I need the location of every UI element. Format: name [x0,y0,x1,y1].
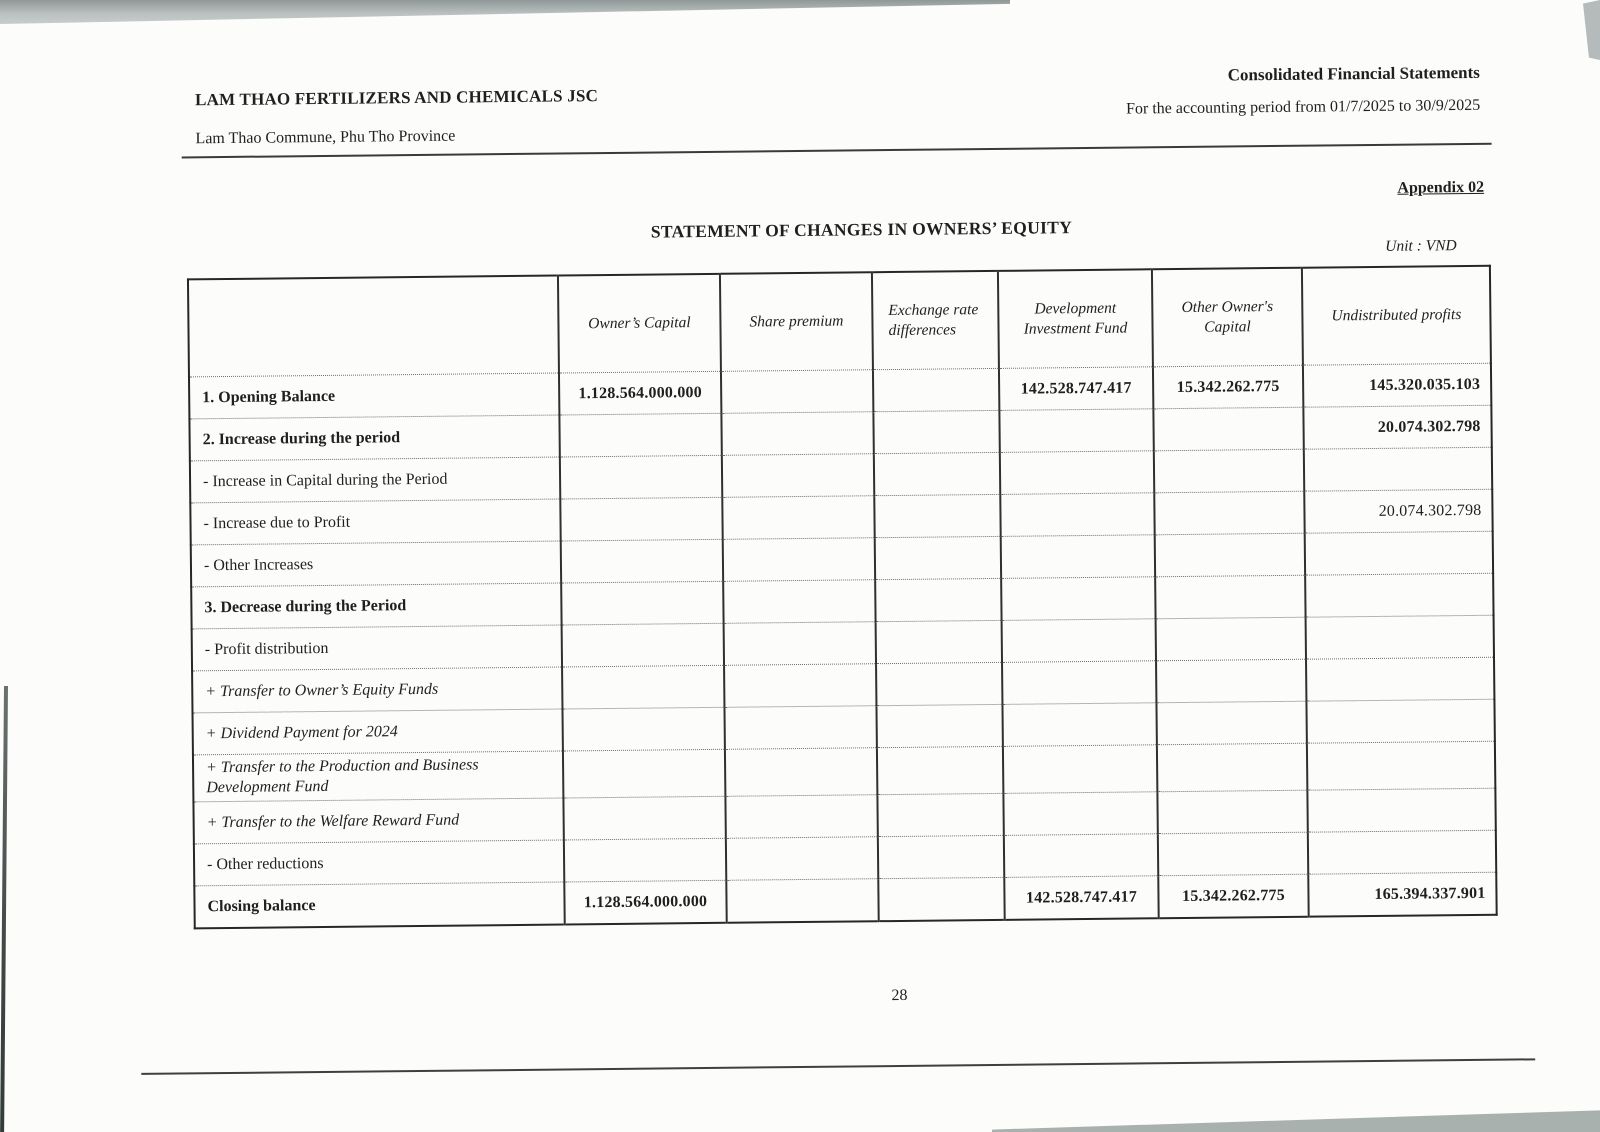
column-header: Share premium [720,272,873,371]
cell-value [875,536,1001,579]
column-header [188,276,559,377]
column-header: Other Owner's Capital [1152,268,1303,367]
cell-value [559,413,721,457]
cell-value [724,664,876,708]
cell-value [1001,535,1155,579]
cell-value [1002,661,1156,705]
cell-value [723,538,875,582]
row-label: + Transfer to Owner’s Equity Funds [192,667,562,713]
cell-value [1002,619,1156,663]
unit-label: Unit : VND [1385,237,1457,255]
cell-value [722,454,874,498]
cell-value [562,707,724,751]
cell-value: 1.128.564.000.000 [564,880,726,924]
cell-value [1306,657,1494,701]
page-title: STATEMENT OF CHANGES IN OWNERS’ EQUITY [650,217,1073,242]
accounting-period: For the accounting period from 01/7/2025 to 30/9/2025 [1125,96,1481,118]
cell-value [560,455,722,499]
column-header: Development Investment Fund [998,269,1153,368]
footer-divider [141,1058,1535,1075]
cell-value [722,496,874,540]
cell-value [1154,449,1304,493]
column-header: Undistributed profits [1302,266,1491,365]
header-right-block [1126,63,1481,119]
cell-value [875,578,1001,621]
column-header: Owner’s Capital [558,274,721,373]
equity-statement-table [187,265,1498,930]
cell-value [876,620,1002,663]
cell-value [1003,792,1157,836]
cell-value [724,622,876,666]
cell-value [874,494,1000,537]
cell-value [876,662,1002,705]
cell-value [1155,533,1305,577]
cell-value [1002,703,1156,747]
cell-value [1153,407,1303,451]
row-label: - Increase due to Profit [190,499,560,545]
table-header [188,266,1491,377]
cell-value [1001,577,1155,621]
row-label: 1. Opening Balance [189,373,559,419]
cell-value [725,748,877,797]
cell-value: 145.320.035.103 [1303,363,1491,407]
cell-value: 1.128.564.000.000 [559,371,721,415]
cell-value: 165.394.337.901 [1308,872,1496,916]
cell-value [721,412,873,456]
column-header: Exchange rate differences [872,271,999,370]
cell-value: 142.528.747.417 [1004,876,1158,920]
cell-value [724,706,876,750]
row-label: Closing balance [194,882,564,928]
cell-value [999,409,1153,453]
row-label: - Increase in Capital during the Period [190,457,560,503]
cell-value [1156,659,1306,703]
row-label: + Transfer to the Production and Business Development Fund [193,751,563,802]
company-name: LAM THAO FERTILIZERS AND CHEMICALS JSC [194,86,599,110]
cell-value [726,879,878,923]
row-label: - Profit distribution [192,625,562,671]
cell-value [878,877,1004,921]
cell-value [1306,615,1494,659]
equity-table-body [189,363,1497,928]
company-address: Lam Thao Commune, Phu Tho Province [195,127,456,148]
cell-value [1154,491,1304,535]
appendix-label: Appendix 02 [1397,178,1485,197]
cell-value [561,581,723,625]
cell-value: 20.074.302.798 [1303,405,1491,449]
cell-value [562,665,724,709]
cell-value [874,452,1000,495]
cell-value [563,796,725,840]
cell-value [1306,699,1494,743]
cell-value [1003,745,1157,794]
cell-value [877,793,1003,836]
cell-value [561,539,723,583]
cell-value [1000,493,1154,537]
cell-value [725,795,877,839]
row-label: + Transfer to the Welfare Reward Fund [193,798,563,844]
cell-value [1307,741,1495,790]
cell-value [726,837,878,881]
cell-value [1004,834,1158,878]
cell-value [1155,575,1305,619]
cell-value: 15.342.262.775 [1158,874,1308,918]
cell-value [721,370,873,414]
row-label: - Other Increases [191,541,561,587]
cell-value [564,838,726,882]
cell-value [876,704,1002,747]
cell-value [723,580,875,624]
row-label: + Dividend Payment for 2024 [193,709,563,755]
cell-value [1308,830,1496,874]
report-type: Consolidated Financial Statements [1227,62,1480,85]
cell-value: 142.528.747.417 [999,367,1153,411]
cell-value [877,746,1003,794]
cell-value: 15.342.262.775 [1153,365,1303,409]
cell-value [1307,788,1495,832]
cell-value [1305,531,1493,575]
cell-value [873,410,999,453]
cell-value [1305,573,1493,617]
equity-table-header-row [188,266,1491,377]
cell-value [563,749,725,798]
cell-value [1156,617,1306,661]
cell-value: 20.074.302.798 [1304,489,1492,533]
cell-value [560,497,722,541]
cell-value [1156,701,1306,745]
cell-value [1158,832,1308,876]
row-label: - Other reductions [194,840,564,886]
page-number: 28 [891,986,908,1005]
row-label: 2. Increase during the period [189,415,559,461]
cell-value [1157,790,1307,834]
cell-value [1157,743,1307,792]
cell-value [878,835,1004,878]
cell-value [1000,451,1154,495]
cell-value [873,368,999,411]
cell-value [562,623,724,667]
row-label: 3. Decrease during the Period [191,583,561,629]
cell-value [1304,447,1492,491]
